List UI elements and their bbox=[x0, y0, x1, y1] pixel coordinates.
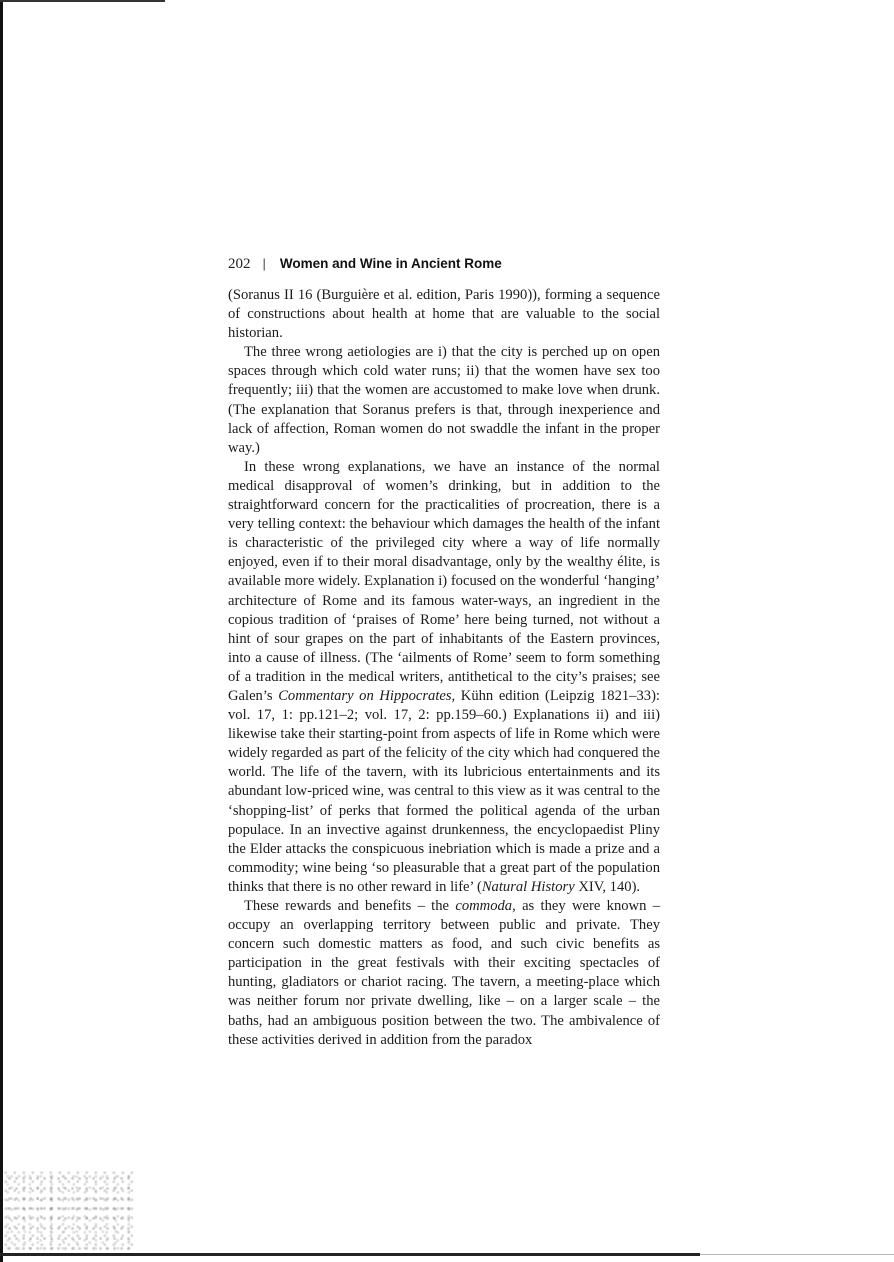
page-number: 202 bbox=[228, 256, 251, 272]
paragraph-text: In these wrong explanations, we have an instance of the normal medical disapproval of women’s drinking, but in addition to the straightforward concern for the practicalities of procreation, there is a very telling context: the behaviour which damages the health of the infant is characteristic of the privileged city where a way of life normally enjoyed, even if to their moral disadvantage, only by the wealthy élite, is available more widely. Explanation i) focused on the wonderful ‘hanging’ architecture of Rome and its famous water-ways, an ingredient in the copious tradition of ‘praises of Rome’ here being turned, not without a hint of sour grapes on the part of inhabitants of the Eastern provinces, into a cause of illness. (The ‘ailments of Rome’ seem to form something of a tradition in the medical writers, antithetical to the city’s praises; see Galen’s bbox=[228, 458, 660, 704]
running-header bbox=[228, 253, 502, 275]
scan-speckle-corner bbox=[4, 1170, 134, 1252]
paragraph-text: XIV, 140). bbox=[574, 878, 641, 895]
scan-edge-top bbox=[0, 0, 165, 2]
paragraph-text: Kühn edition (Leipzig 1821–33): vol. 17, 1: pp.121–2; vol. 17, 2: pp.159–60.) Explanations ii) and iii) likewise take their starting-point from aspects of life in Rome which were widely regarded as part of the felicity of the city which had conquered the world. The life of the tavern, with its lubricious entertainments and its abundant low-priced wine, was central to this view as it was central to the ‘shopping-list’ of perks that formed the political agenda of the urban populace. In an invective against drunkenness, the encyclopaedist Pliny the Elder attacks the conspicuous inebriation which is made a prize and a commodity; wine being ‘so pleasurable that a great part of the population thinks that there is no other reward in life’ ( bbox=[228, 687, 660, 895]
italic-title-text: commoda, bbox=[455, 898, 516, 914]
paragraph-4 bbox=[228, 897, 660, 1050]
paragraph-text: These rewards and benefits – the bbox=[244, 898, 456, 914]
italic-title-text: Natural History bbox=[481, 878, 575, 895]
scan-edge-bottom bbox=[0, 1253, 700, 1256]
paragraph-text: as they were known – occupy an overlapping territory between public and private. They concern such domestic matters as food, and such civic benefits as participation in the great festivals with their exciting spectacles of hunting, gladiators or chariot racing. The tavern, a meeting-place which was neither forum nor private dwelling, like – on a larger scale – the baths, had an ambiguous position between the two. The ambivalence of these activities derived in addition from the paradox bbox=[228, 898, 660, 1048]
paragraph-3 bbox=[228, 458, 660, 897]
header-separator: | bbox=[262, 256, 266, 271]
paragraph-1 bbox=[228, 286, 660, 343]
body-text bbox=[228, 286, 660, 1050]
paragraph-text: (Soranus II 16 (Burguière et al. edition, Paris 1990)), forming a sequence of constructions about health at home that are valuable to the social historian. bbox=[228, 287, 660, 342]
italic-title-text: Commentary on Hippocrates, bbox=[278, 687, 456, 704]
scan-edge-left bbox=[0, 0, 3, 1262]
paragraph-text: The three wrong aetiologies are i) that the city is perched up on open spaces through which cold water runs; ii) that the women have sex too frequently; iii) that the women are accustomed to make love when drunk. (The explanation that Soranus prefers is that, through inexperience and lack of affection, Roman women do not swaddle the infant in the proper way.) bbox=[228, 344, 660, 456]
paragraph-2 bbox=[228, 343, 660, 458]
running-title: Women and Wine in Ancient Rome bbox=[279, 256, 502, 271]
scan-edge-bottom-fade bbox=[700, 1254, 894, 1255]
